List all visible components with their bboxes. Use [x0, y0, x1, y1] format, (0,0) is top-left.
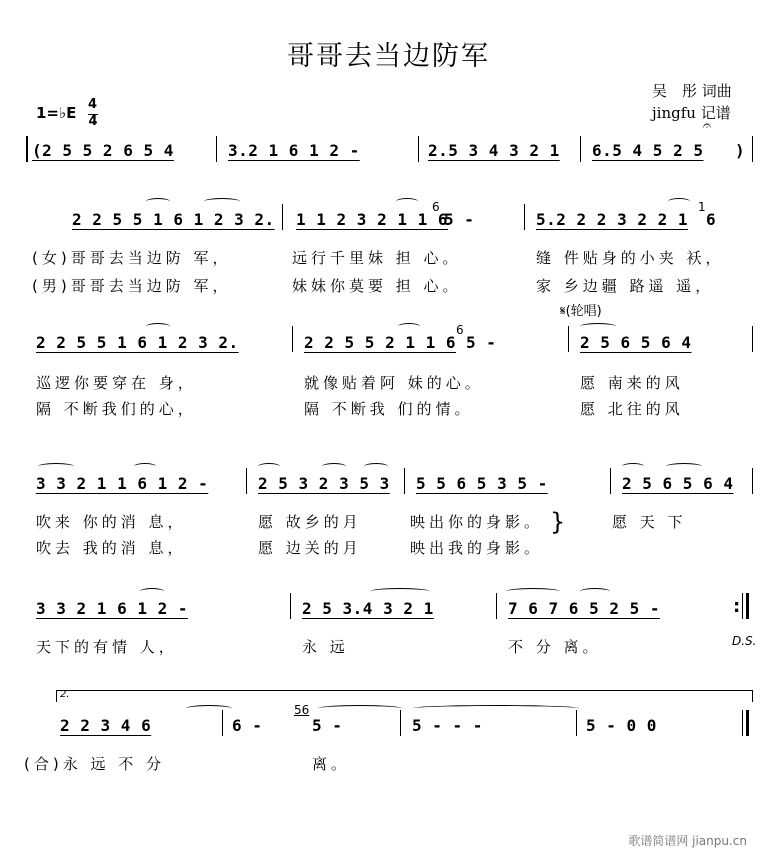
- volta-bracket-edge: [752, 690, 753, 702]
- transcriber-credit: jingfu 记谱: [652, 104, 731, 122]
- barline: [216, 136, 217, 162]
- row2-grace-note: 6: [432, 200, 440, 214]
- tie-mark: [146, 323, 170, 330]
- tie-mark: [370, 588, 430, 595]
- tie-mark: [140, 588, 164, 595]
- composer-credit: 吴 彤 词曲: [652, 82, 732, 100]
- fermata-icon: 𝄐: [703, 118, 711, 134]
- row4-measure1: 3 3 2 1 1 6 1 2 -: [36, 474, 209, 493]
- row3-measure1: 2 2 5 5 1 6 1 2 3 2.: [36, 333, 239, 352]
- row3-lyric2b: 隔 不断我 们的情。: [304, 400, 474, 418]
- row4-lyric1c: 映出你的身影。: [410, 513, 544, 531]
- row4-lyric1: 吹来 你的消 息，: [36, 513, 187, 531]
- row5-measure1: 3 3 2 1 6 1 2 -: [36, 599, 188, 618]
- row4-lyric2c: 映出我的身影。: [410, 539, 544, 557]
- segno-canon-marker: 𝄋(轮唱): [560, 304, 602, 319]
- row6-measure2-tail: 5 -: [312, 716, 343, 735]
- barline: [282, 204, 283, 230]
- tie-mark: [364, 463, 388, 470]
- row2-measure2: 1 1 2 3 2 1 1 6: [296, 210, 448, 229]
- barline: [752, 326, 753, 352]
- row1-measure3: 2.5 3 4 3 2 1: [428, 141, 560, 160]
- row2-measure2-tail: 5 -: [444, 210, 475, 229]
- row3-measure2-tail: 5 -: [466, 333, 497, 352]
- final-barline: [746, 710, 749, 736]
- barline: [568, 326, 569, 352]
- song-title: 哥哥去当边防军: [287, 41, 490, 72]
- tie-mark: [204, 198, 240, 205]
- barline: [496, 593, 497, 619]
- tie-mark: [318, 705, 402, 712]
- tie-mark: [580, 323, 616, 330]
- tie-mark: [506, 588, 560, 595]
- row6-measure4: 5 - 0 0: [586, 716, 657, 735]
- row6-lyric1b: 离。: [312, 755, 351, 773]
- row2-measure1: 2 2 5 5 1 6 1 2 3 2.: [72, 210, 275, 229]
- row5-lyric1b: 永 远: [302, 638, 349, 656]
- tie-mark: [668, 198, 690, 205]
- barline: [418, 136, 419, 162]
- row1-measure1: (2 5 5 2 6 5 4: [32, 141, 174, 160]
- row3-lyric2c: 愿 北往的风: [580, 400, 684, 418]
- row3-lyric2: 隔 不断我们的心，: [36, 400, 197, 418]
- row4-lyric2: 吹去 我的消 息，: [36, 539, 187, 557]
- barline: [524, 204, 525, 230]
- row3-lyric1b: 就像贴着阿 妹的心。: [304, 374, 484, 392]
- tie-mark: [666, 463, 702, 470]
- time-signature-top: 4: [88, 97, 98, 112]
- barline: [752, 468, 753, 494]
- repeat-dots-icon: :: [733, 596, 741, 617]
- barline: [222, 710, 223, 736]
- key-signature: 1=♭E: [36, 104, 77, 122]
- row1-close-paren: ): [735, 141, 746, 160]
- barline: [576, 710, 577, 736]
- row1-measure4: 6.5 4 5 2 5: [592, 141, 704, 160]
- row4-lyric1b: 愿 故乡的月: [258, 513, 362, 531]
- row5-measure2: 2 5 3.4 3 2 1: [302, 599, 434, 618]
- tie-mark: [396, 198, 418, 205]
- repeat-end-barline: [746, 593, 749, 619]
- row2-lyric2: (男)哥哥去当边防 军，: [32, 277, 232, 295]
- barline: [742, 593, 743, 619]
- volta-bracket-edge: [56, 690, 57, 702]
- site-watermark: 歌谱简谱网 jianpu.cn: [628, 834, 747, 848]
- row4-lyric2b: 愿 边关的月: [258, 539, 362, 557]
- row6-measure1: 2 2 3 4 6: [60, 716, 152, 735]
- row2-grace-note-2: 1: [698, 200, 706, 214]
- barline: [752, 136, 753, 162]
- row2-lyric1: (女)哥哥去当边防 军，: [32, 249, 232, 267]
- barline: [292, 326, 293, 352]
- tie-mark: [134, 463, 156, 470]
- row5-measure3: 7 6 7 6 5 2 5 -: [508, 599, 660, 618]
- barline: [400, 710, 401, 736]
- volta-number: 2.: [60, 689, 70, 700]
- row2-measure3-tail: 6: [706, 210, 717, 229]
- tie-mark: [622, 463, 644, 470]
- row1-measure2: 3.2 1 6 1 2 -: [228, 141, 360, 160]
- row3-grace-note: 6: [456, 323, 464, 337]
- volta-bracket: [56, 690, 752, 691]
- dal-segno-mark: D.S.: [732, 634, 757, 648]
- row3-measure2: 2 2 5 5 2 1 1 6: [304, 333, 456, 352]
- tie-mark: [186, 705, 232, 712]
- tie-mark: [258, 463, 280, 470]
- row2-lyric1b: 远行千里妹 担 心。: [292, 249, 462, 267]
- time-signature-bottom: 4: [88, 114, 98, 129]
- tie-mark: [580, 588, 610, 595]
- tie-mark: [322, 463, 346, 470]
- row6-measure2: 6 -: [232, 716, 263, 735]
- row5-lyric1c: 不 分 离。: [508, 638, 602, 656]
- barline: [246, 468, 247, 494]
- row4-lyric1d: 愿 天 下: [612, 513, 687, 531]
- row4-measure4: 2 5 6 5 6 4: [622, 474, 734, 493]
- row3-lyric1: 巡逻你要穿在 身，: [36, 374, 197, 392]
- row2-lyric2b: 妹妹你莫要 担 心。: [292, 277, 462, 295]
- row3-measure3: 2 5 6 5 6 4: [580, 333, 692, 352]
- row6-grace-note: 56: [294, 703, 310, 717]
- barline: [404, 468, 405, 494]
- barline: [610, 468, 611, 494]
- intro-bracket: [26, 136, 28, 162]
- verse-brace-icon: }: [550, 508, 566, 536]
- row4-measure2: 2 5 3 2 3 5 3: [258, 474, 390, 493]
- row6-measure3: 5 - - -: [412, 716, 483, 735]
- row2-lyric2c: 家 乡边疆 路遥 遥，: [536, 277, 715, 295]
- row2-lyric1c: 缝 件贴身的小夹 袄，: [536, 249, 725, 267]
- barline: [290, 593, 291, 619]
- row6-lyric1: (合)永 远 不 分: [24, 755, 166, 773]
- row4-measure3: 5 5 6 5 3 5 -: [416, 474, 548, 493]
- tie-mark: [412, 705, 580, 712]
- row2-measure3: 5.2 2 2 3 2 2 1: [536, 210, 688, 229]
- row3-lyric1c: 愿 南来的风: [580, 374, 684, 392]
- row5-lyric1: 天下的有情 人，: [36, 638, 178, 656]
- tie-mark: [146, 198, 170, 205]
- tie-mark: [398, 323, 420, 330]
- tie-mark: [38, 463, 74, 470]
- barline: [742, 710, 743, 736]
- barline: [580, 136, 581, 162]
